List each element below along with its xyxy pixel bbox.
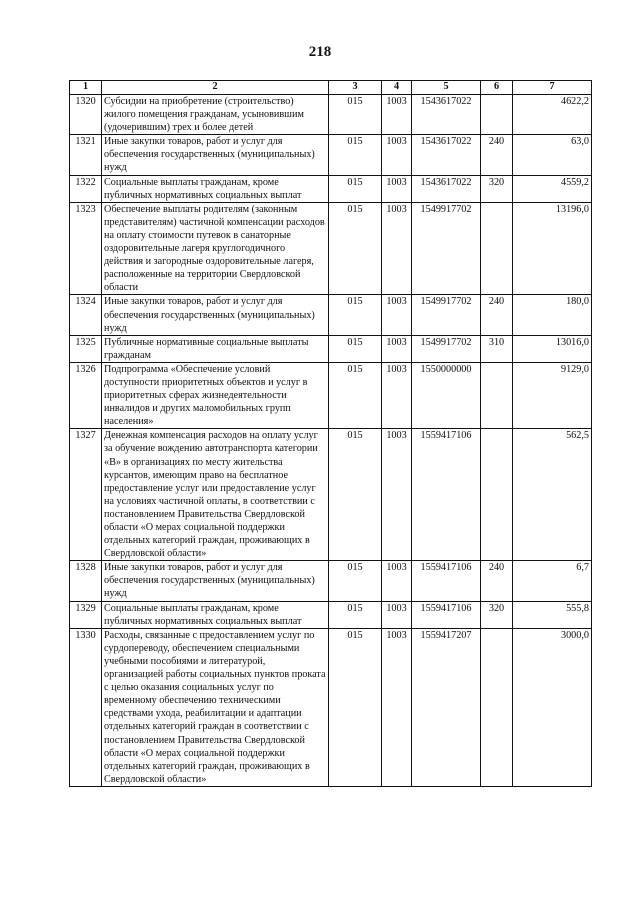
row-number-cell: 1330 bbox=[70, 628, 102, 786]
header-col-1: 1 bbox=[70, 81, 102, 95]
amount-cell: 4559,2 bbox=[513, 175, 592, 202]
table-row bbox=[70, 95, 592, 135]
admin-code-cell: 015 bbox=[329, 175, 382, 202]
amount-cell: 6,7 bbox=[513, 561, 592, 601]
amount-cell: 562,5 bbox=[513, 429, 592, 561]
section-code-cell: 1003 bbox=[382, 561, 412, 601]
section-code-cell: 1003 bbox=[382, 95, 412, 135]
section-code-cell: 1003 bbox=[382, 295, 412, 335]
target-code-cell: 1559417106 bbox=[412, 561, 481, 601]
expense-type-cell: 320 bbox=[481, 175, 513, 202]
table-row bbox=[70, 135, 592, 175]
amount-cell: 3000,0 bbox=[513, 628, 592, 786]
page-number: 218 bbox=[308, 44, 332, 60]
budget-table bbox=[69, 80, 592, 787]
target-code-cell: 1543617022 bbox=[412, 95, 481, 135]
row-number-cell: 1328 bbox=[70, 561, 102, 601]
expense-type-cell bbox=[481, 95, 513, 135]
admin-code-cell: 015 bbox=[329, 335, 382, 362]
row-name-cell: Иные закупки товаров, работ и услуг для обеспечения государственных (муниципальных) нужд bbox=[102, 135, 329, 175]
amount-cell: 4622,2 bbox=[513, 95, 592, 135]
table-row bbox=[70, 202, 592, 295]
expense-type-cell bbox=[481, 362, 513, 428]
row-name-cell: Социальные выплаты гражданам, кроме публичных нормативных социальных выплат bbox=[102, 601, 329, 628]
target-code-cell: 1549917702 bbox=[412, 295, 481, 335]
amount-cell: 9129,0 bbox=[513, 362, 592, 428]
section-code-cell: 1003 bbox=[382, 362, 412, 428]
row-name-cell: Иные закупки товаров, работ и услуг для обеспечения государственных (муниципальных) нужд bbox=[102, 295, 329, 335]
admin-code-cell: 015 bbox=[329, 95, 382, 135]
table-row bbox=[70, 362, 592, 428]
row-number-cell: 1325 bbox=[70, 335, 102, 362]
row-name-cell: Расходы, связанные с предоставлением услуг по сурдопереводу, обеспечением специальными учебными пособиями и литературой, организацией работы социальных пунктов проката с целью оказания социальных услуг по временному обеспечению техническими средствами ухода, реабилитации и адаптации отдельных категорий граждан в соответствии с постановлением Правительства Свердловской области «О мерах социальной поддержки отдельных категорий граждан, проживающих в Свердловской области» bbox=[102, 628, 329, 786]
target-code-cell: 1543617022 bbox=[412, 135, 481, 175]
section-code-cell: 1003 bbox=[382, 429, 412, 561]
expense-type-cell bbox=[481, 202, 513, 295]
admin-code-cell: 015 bbox=[329, 601, 382, 628]
table-row bbox=[70, 601, 592, 628]
row-name-cell: Субсидии на приобретение (строительство) жилого помещения гражданам, усыновившим (удочерившим) трех и более детей bbox=[102, 95, 329, 135]
row-number-cell: 1320 bbox=[70, 95, 102, 135]
header-col-4: 4 bbox=[382, 81, 412, 95]
expense-type-cell: 240 bbox=[481, 295, 513, 335]
row-number-cell: 1327 bbox=[70, 429, 102, 561]
admin-code-cell: 015 bbox=[329, 628, 382, 786]
header-col-7: 7 bbox=[513, 81, 592, 95]
target-code-cell: 1559417207 bbox=[412, 628, 481, 786]
row-number-cell: 1326 bbox=[70, 362, 102, 428]
section-code-cell: 1003 bbox=[382, 628, 412, 786]
admin-code-cell: 015 bbox=[329, 295, 382, 335]
row-number-cell: 1324 bbox=[70, 295, 102, 335]
table-header-row bbox=[70, 81, 592, 95]
header-col-5: 5 bbox=[412, 81, 481, 95]
section-code-cell: 1003 bbox=[382, 601, 412, 628]
row-name-cell: Социальные выплаты гражданам, кроме публичных нормативных социальных выплат bbox=[102, 175, 329, 202]
table-row bbox=[70, 335, 592, 362]
section-code-cell: 1003 bbox=[382, 175, 412, 202]
amount-cell: 13196,0 bbox=[513, 202, 592, 295]
section-code-cell: 1003 bbox=[382, 135, 412, 175]
row-number-cell: 1322 bbox=[70, 175, 102, 202]
row-number-cell: 1321 bbox=[70, 135, 102, 175]
table-row bbox=[70, 295, 592, 335]
admin-code-cell: 015 bbox=[329, 561, 382, 601]
target-code-cell: 1559417106 bbox=[412, 601, 481, 628]
expense-type-cell: 310 bbox=[481, 335, 513, 362]
row-name-cell: Подпрограмма «Обеспечение условий доступности приоритетных объектов и услуг в приоритетных сферах жизнедеятельности инвалидов и других маломобильных групп населения» bbox=[102, 362, 329, 428]
target-code-cell: 1549917702 bbox=[412, 335, 481, 362]
row-name-cell: Иные закупки товаров, работ и услуг для обеспечения государственных (муниципальных) нужд bbox=[102, 561, 329, 601]
row-name-cell: Денежная компенсация расходов на оплату услуг за обучение вождению автотранспорта категории «B» в организациях по месту жительства курсантов, имеющим право на бесплатное предоставление услуг или предоставление услуг на условиях частичной оплаты, в соответствии с постановлением Правительства Свердловской области «О мерах социальной поддержки отдельных категорий граждан, проживающих в Свердловской области» bbox=[102, 429, 329, 561]
target-code-cell: 1550000000 bbox=[412, 362, 481, 428]
row-number-cell: 1323 bbox=[70, 202, 102, 295]
section-code-cell: 1003 bbox=[382, 335, 412, 362]
expense-type-cell: 320 bbox=[481, 601, 513, 628]
table-row bbox=[70, 628, 592, 786]
admin-code-cell: 015 bbox=[329, 135, 382, 175]
expense-type-cell: 240 bbox=[481, 561, 513, 601]
row-name-cell: Обеспечение выплаты родителям (законным представителям) частичной компенсации расходов на оплату стоимости путевок в санаторные оздоровительные лагеря круглогодичного действия и загородные оздоровительные лагеря, расположенные на территории Свердловской области bbox=[102, 202, 329, 295]
amount-cell: 180,0 bbox=[513, 295, 592, 335]
header-col-6: 6 bbox=[481, 81, 513, 95]
row-name-cell: Публичные нормативные социальные выплаты гражданам bbox=[102, 335, 329, 362]
amount-cell: 63,0 bbox=[513, 135, 592, 175]
expense-type-cell bbox=[481, 628, 513, 786]
amount-cell: 13016,0 bbox=[513, 335, 592, 362]
row-number-cell: 1329 bbox=[70, 601, 102, 628]
table-row bbox=[70, 561, 592, 601]
target-code-cell: 1559417106 bbox=[412, 429, 481, 561]
amount-cell: 555,8 bbox=[513, 601, 592, 628]
section-code-cell: 1003 bbox=[382, 202, 412, 295]
admin-code-cell: 015 bbox=[329, 429, 382, 561]
admin-code-cell: 015 bbox=[329, 202, 382, 295]
table-row bbox=[70, 429, 592, 561]
table-row bbox=[70, 175, 592, 202]
header-col-3: 3 bbox=[329, 81, 382, 95]
admin-code-cell: 015 bbox=[329, 362, 382, 428]
expense-type-cell: 240 bbox=[481, 135, 513, 175]
header-col-2: 2 bbox=[102, 81, 329, 95]
target-code-cell: 1543617022 bbox=[412, 175, 481, 202]
expense-type-cell bbox=[481, 429, 513, 561]
target-code-cell: 1549917702 bbox=[412, 202, 481, 295]
